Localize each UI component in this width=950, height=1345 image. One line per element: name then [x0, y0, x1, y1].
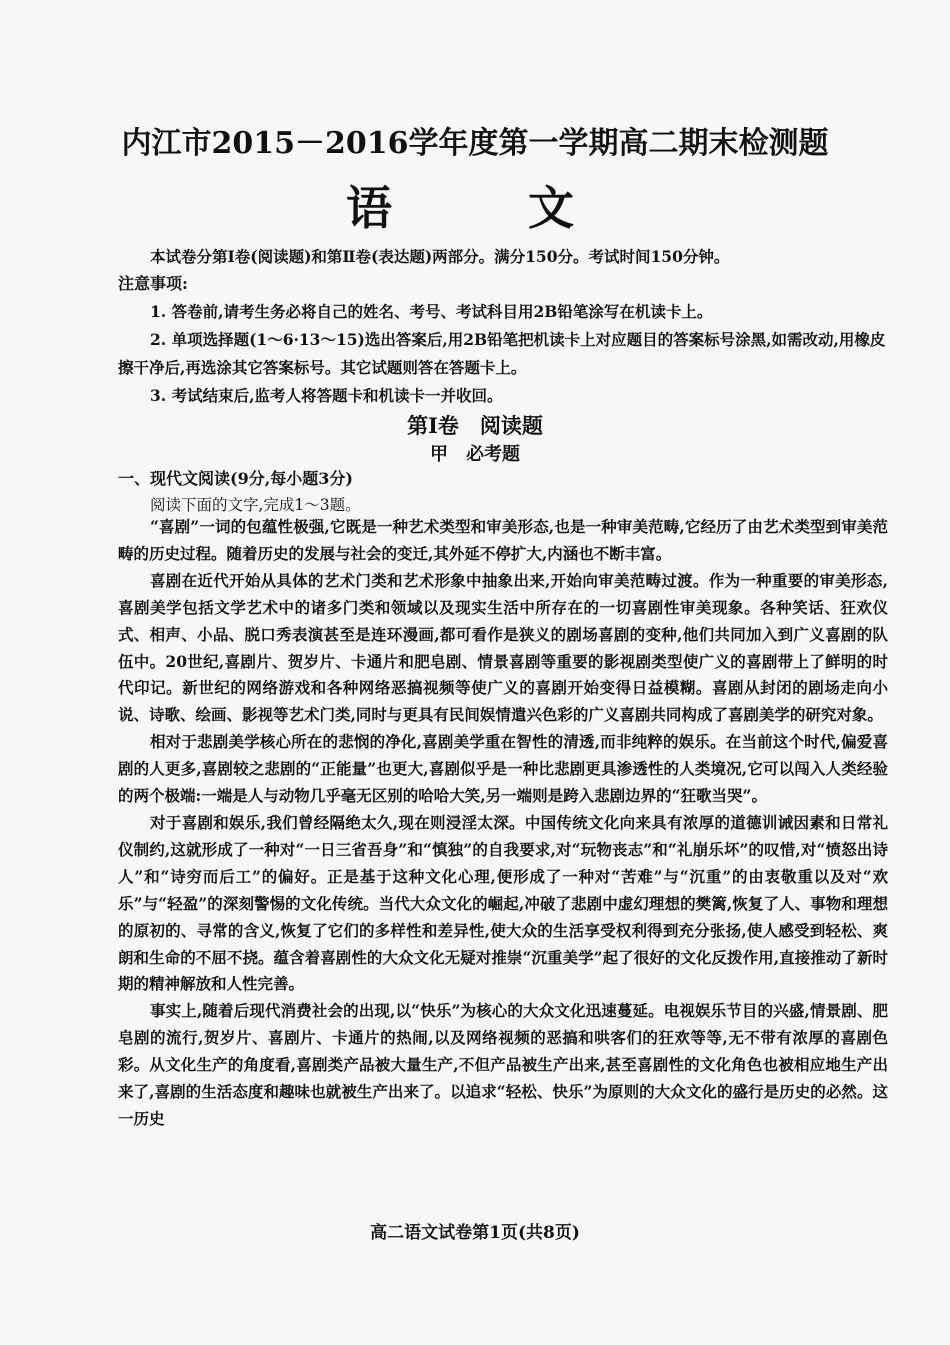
note-item: 1. 答卷前,请考生务必将自己的姓名、考号、考试科目用2B铅笔涂写在机读卡上。 — [150, 302, 713, 321]
passage-paragraph: 相对于悲剧美学核心所在的悲悯的净化,喜剧美学重在智性的清透,而非纯粹的娱乐。在当前这个时代,偏爱喜剧的人更多,喜剧较之悲剧的“正能量”也更大,喜剧似乎是一种比悲剧更具渗透性的人类境况,它可以闯入人类经验的两个极端:一端是人与动物几乎毫无区别的哈哈大笑,另一端则是跨入悲剧边界的“狂歌当哭”。 — [118, 732, 888, 806]
exam-title: 内江市2015－2016学年度第一学期高二期末检测题 — [121, 126, 829, 161]
question-heading: 一、现代文阅读(9分,每小题3分) — [118, 469, 353, 488]
passage-paragraph: 对于喜剧和娱乐,我们曾经隔绝太久,现在则浸淫太深。中国传统文化向来具有浓厚的道德训诫因素和日常礼仪制约,这就形成了一种对“一日三省吾身”和“慎独”的自我要求,对“玩物丧志”和“礼崩乐坏”的叹惜,对“愤怒出诗人”和“诗穷而后工”的偏好。正是基于这种文化心理,便形成了一种对“苦难”与“沉重”的由衷敬重以及对“欢乐”与“轻盈”的深刻警惕的文化传统。当代大众文化的崛起,冲破了悲剧中虚幻理想的樊篱,恢复了人、事物和理想的原初的、寻常的含义,恢复了它们的多样性和差异性,使大众的生活享受权利得到充分张扬,使人感受到轻松、爽朗和生命的不屈不挠。蕴含着喜剧性的大众文化无疑对推崇“沉重美学”起了很好的文化反拨作用,直接推动了新时期的精神解放和人性完善。 — [118, 812, 888, 994]
passage-paragraph: 喜剧在近代开始从具体的艺术门类和艺术形象中抽象出来,开始向审美范畴过渡。作为一种重要的审美形态,喜剧美学包括文学艺术中的诸多门类和领域以及现实生活中所存在的一切喜剧性审美现象。各种笑话、狂欢仪式、相声、小品、脱口秀表演甚至是连环漫画,都可看作是狭义的剧场喜剧的变种,他们共同加入到广义喜剧的队伍中。20世纪,喜剧片、贺岁片、卡通片和肥皂剧、情景喜剧等重要的影视剧类型使广义的喜剧带上了鲜明的时代印记。新世纪的网络游戏和各种网络恶搞视频等使广义的喜剧开始变得日益模糊。喜剧从封闭的剧场走向小说、诗歌、绘画、影视等艺术门类,同时与更具有民间娱情遣兴色彩的广义喜剧共同构成了喜剧美学的研究对象。 — [118, 570, 888, 725]
section-title: 第Ⅰ卷 阅读题 — [407, 413, 543, 438]
passage-paragraph: “喜剧”一词的包蕴性极强,它既是一种艺术类型和审美形态,也是一种审美范畴,它经历了由艺术类型到审美范畴的历史过程。随着历史的发展与社会的变迁,其外延不停扩大,内涵也不断丰富。 — [118, 517, 888, 563]
subject-title: 语 文 — [345, 181, 634, 235]
question-instruction: 阅读下面的文字,完成1～3题。 — [150, 496, 361, 514]
exam-intro: 本试卷分第Ⅰ卷(阅读题)和第Ⅱ卷(表达题)两部分。满分150分。考试时间150分钟。 — [150, 247, 730, 266]
notes-list — [118, 298, 888, 410]
passage-paragraph: 事实上,随着后现代消费社会的出现,以“快乐”为核心的大众文化迅速蔓延。电视娱乐节目的兴盛,情景剧、肥皂剧的流行,贺岁片、喜剧片、卡通片的热闹,以及网络视频的恶搞和哄客们的狂欢等等,无不带有浓厚的喜剧色彩。从文化生产的角度看,喜剧类产品被大量生产,不但产品被生产出来,甚至喜剧性的文化角色也被相应地生产出来了,喜剧的生活态度和趣味也就被生产出来了。以追求“轻松、快乐”为原则的大众文化的盛行是历史的必然。这一历史 — [118, 1001, 888, 1128]
notes-heading: 注意事项: — [118, 274, 188, 293]
note-item: 2. 单项选择题(1～6·13～15)选出答案后,用2B铅笔把机读卡上对应题目的答案标号涂黑,如需改动,用橡皮擦干净后,再选涂其它答案标号。其它试题则答在答题卡上。 — [118, 330, 886, 377]
note-item: 3. 考试结束后,监考人将答题卡和机读卡一并收回。 — [150, 386, 503, 405]
part-title: 甲 必考题 — [430, 444, 520, 465]
page-footer: 高二语文试卷第1页(共8页) — [370, 1223, 580, 1243]
reading-passage — [118, 514, 888, 1133]
